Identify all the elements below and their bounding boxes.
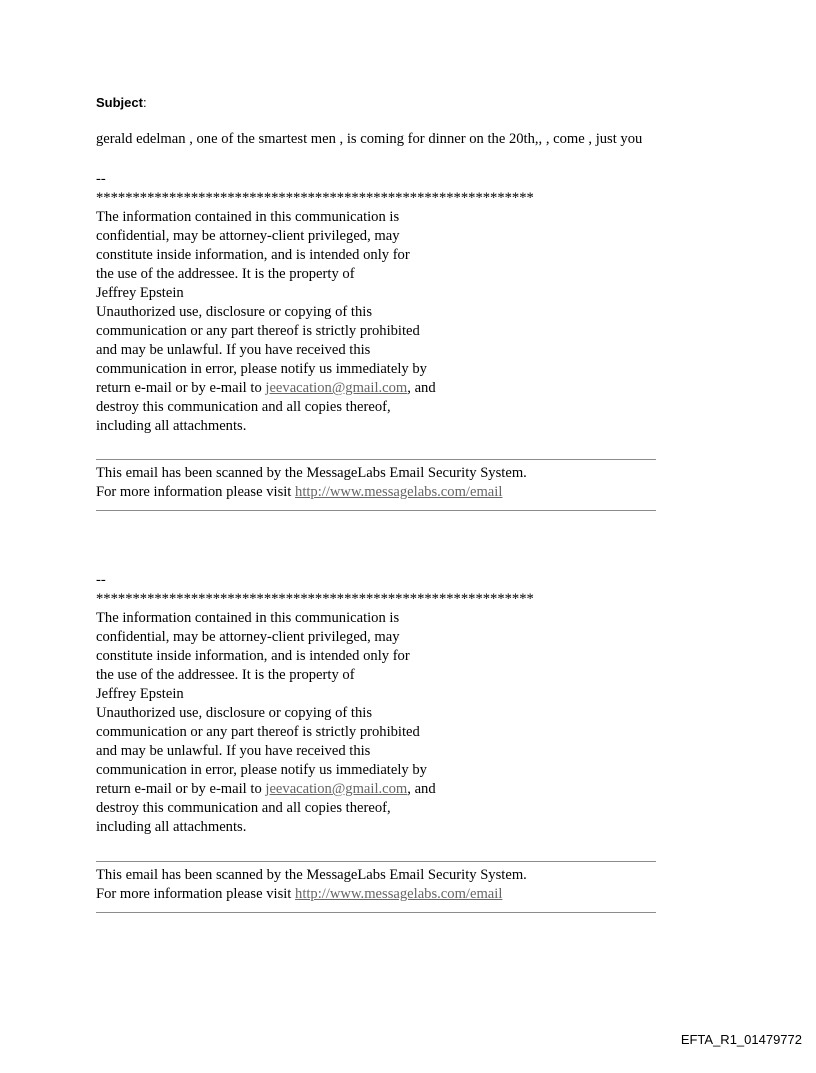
subject-label: Subject [96, 95, 143, 110]
signature-dashes: -- [96, 171, 106, 187]
disclaimer-line: the use of the addressee. It is the property of [96, 266, 355, 282]
scan-visit-line [96, 885, 656, 904]
disclaimer-line: communication or any part thereof is strictly prohibited [96, 323, 420, 339]
signature-block-2 [96, 571, 696, 837]
signature-stars: ************************************************************ [96, 591, 534, 607]
signature-stars: ************************************************************ [96, 190, 534, 206]
return-suffix: , and [407, 380, 436, 396]
disclaimer-line: confidential, may be attorney-client privileged, may [96, 629, 400, 645]
disclaimer-line: Unauthorized use, disclosure or copying of this [96, 705, 373, 721]
disclaimer-line: communication or any part thereof is strictly prohibited [96, 724, 420, 740]
disclaimer-line: and may be unlawful. If you have received this [96, 342, 371, 358]
return-prefix: return e-mail or by e-mail to [96, 380, 266, 396]
disclaimer-line: The information contained in this communication is [96, 610, 400, 626]
scan-prefix: For more information please visit [96, 886, 296, 902]
disclaimer-line: including all attachments. [96, 418, 247, 434]
subject-colon: : [142, 95, 147, 110]
return-suffix: , and [407, 781, 436, 797]
disclaimer-line: communication in error, please notify us immediately by [96, 361, 427, 377]
disclaimer-line: the use of the addressee. It is the property of [96, 667, 355, 683]
disclaimer-line: The information contained in this communication is [96, 209, 400, 225]
scan-notice-1 [96, 459, 656, 511]
email-body: gerald edelman , one of the smartest men , is coming for dinner on the 20th,, , come , just you [96, 131, 643, 147]
disclaimer-line: including all attachments. [96, 819, 247, 835]
return-prefix: return e-mail or by e-mail to [96, 781, 266, 797]
document-id: EFTA_R1_01479772 [680, 1032, 802, 1047]
disclaimer-return-line [96, 379, 696, 398]
disclaimer-line: Jeffrey Epstein [96, 285, 184, 301]
scan-line: This email has been scanned by the MessageLabs Email Security System. [96, 465, 527, 481]
email-link[interactable]: jeevacation@gmail.com [265, 781, 408, 797]
messagelabs-link[interactable]: http://www.messagelabs.com/email [295, 484, 503, 500]
disclaimer-line: and may be unlawful. If you have received this [96, 743, 371, 759]
scan-line: This email has been scanned by the MessageLabs Email Security System. [96, 867, 527, 883]
scan-notice-2 [96, 861, 656, 913]
disclaimer-return-line [96, 780, 696, 799]
divider [96, 510, 656, 511]
disclaimer-line: constitute inside information, and is intended only for [96, 247, 410, 263]
disclaimer-line: communication in error, please notify us immediately by [96, 762, 427, 778]
subject-header [96, 95, 147, 111]
disclaimer-line: destroy this communication and all copies thereof, [96, 399, 391, 415]
divider [96, 912, 656, 913]
disclaimer-line: Jeffrey Epstein [96, 686, 184, 702]
disclaimer-line: constitute inside information, and is intended only for [96, 648, 410, 664]
disclaimer-line: confidential, may be attorney-client privileged, may [96, 228, 400, 244]
disclaimer-line: Unauthorized use, disclosure or copying of this [96, 304, 373, 320]
messagelabs-link[interactable]: http://www.messagelabs.com/email [295, 886, 503, 902]
scan-prefix: For more information please visit [96, 484, 296, 500]
disclaimer-line: destroy this communication and all copies thereof, [96, 800, 391, 816]
email-link[interactable]: jeevacation@gmail.com [265, 380, 408, 396]
scan-visit-line [96, 483, 656, 502]
signature-dashes: -- [96, 572, 106, 588]
signature-block-1 [96, 170, 696, 436]
